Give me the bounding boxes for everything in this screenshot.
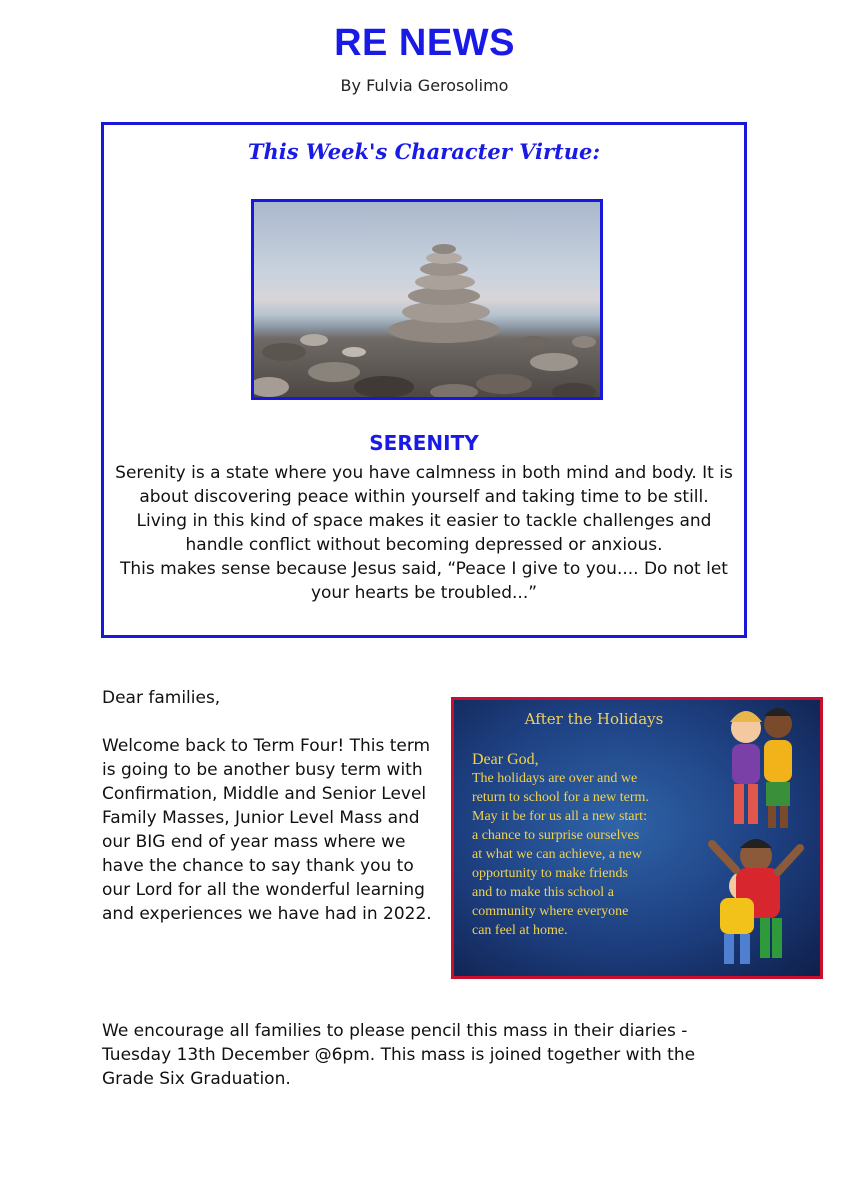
prayer-line: return to school for a new term. <box>472 790 649 805</box>
letter-body: Welcome back to Term Four! This term is going to be another busy term with Confirmation, Middle and Senior Level Family Masses, Junior Level Mass and our BIG end of year mass where we have the chance to say thank you to our Lord for all the wonderful learning and experiences we have had in 2022. <box>102 736 432 924</box>
prayer-line: at what we can achieve, a new <box>472 847 642 862</box>
after-the-holidays-prayer-card <box>451 697 823 979</box>
character-virtue-box <box>101 122 747 638</box>
prayer-line: and to make this school a <box>472 885 614 900</box>
virtue-name: SERENITY <box>369 431 479 455</box>
virtue-heading: This Week's Character Virtue: <box>247 139 601 164</box>
prayer-line: community where everyone <box>472 904 629 919</box>
mass-invitation <box>102 1019 722 1091</box>
prayer-line: a chance to surprise ourselves <box>472 828 640 843</box>
author-byline: By Fulvia Gerosolimo <box>340 76 509 95</box>
prayer-salutation: Dear God, <box>472 751 539 768</box>
letter-greeting: Dear families, <box>102 688 221 708</box>
prayer-line: opportunity to make friends <box>472 866 628 881</box>
prayer-text <box>472 750 712 940</box>
closing-paragraph: We encourage all families to please pencil this mass in their diaries - Tuesday 13th December @6pm. This mass is joined together with the Grade Six Graduation. <box>102 1021 696 1089</box>
newsletter-title: RE NEWS <box>334 22 515 64</box>
stacked-stones-photo <box>251 199 603 400</box>
prayer-line: can feel at home. <box>472 923 568 938</box>
stone-cairn-illustration <box>254 202 600 397</box>
letter-to-families <box>102 686 447 926</box>
prayer-title: After the Holidays <box>524 710 664 728</box>
virtue-paragraph: This makes sense because Jesus said, “Peace I give to you.... Do not let your hearts be troubled...” <box>120 559 728 603</box>
virtue-paragraph: Living in this kind of space makes it easier to tackle challenges and handle conflict without becoming depressed or anxious. <box>136 511 712 555</box>
virtue-paragraph: Serenity is a state where you have calmness in both mind and body. It is about discovering peace within yourself and taking time to be still. <box>115 463 733 507</box>
virtue-description <box>110 461 738 605</box>
children-cartoon-illustration <box>706 700 818 976</box>
prayer-line: The holidays are over and we <box>472 771 638 786</box>
prayer-line: May it be for us all a new start: <box>472 809 647 824</box>
